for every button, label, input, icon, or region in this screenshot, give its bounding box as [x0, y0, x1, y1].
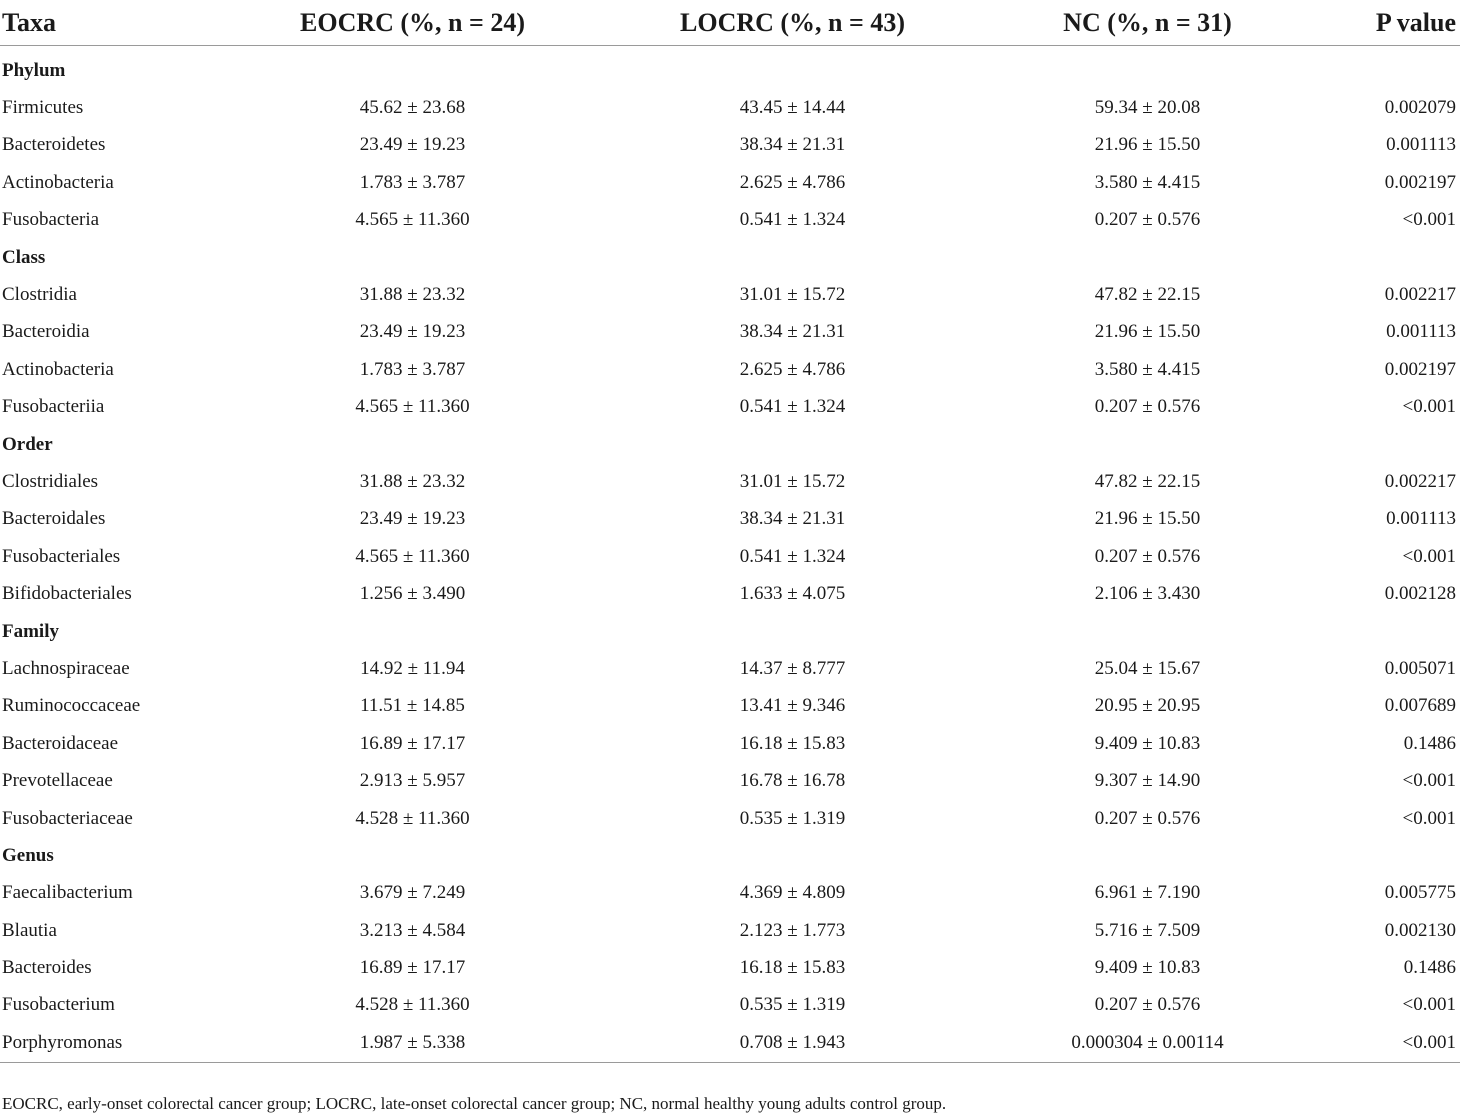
table-row [0, 202, 1460, 239]
taxon-name: Fusobacteriia [2, 396, 105, 418]
nc-value: 0.000304 ± 0.00114 [975, 1024, 1320, 1062]
eocrc-value: 1.783 ± 3.787 [359, 358, 466, 380]
p-value: 0.007689 [1384, 695, 1456, 717]
p-value: 0.002130 [1384, 919, 1456, 941]
table-footnote: EOCRC, early-onset colorectal cancer group; LOCRC, late-onset colorectal cancer group; NC, normal healthy young adults control group. [2, 1094, 947, 1113]
taxon-name: Actinobacteria [2, 358, 114, 380]
eocrc-value: 4.528 ± 11.360 [355, 807, 470, 829]
table-row [0, 501, 1460, 538]
p-value: 0.005071 [1384, 657, 1456, 679]
nc-value: 0.207 ± 0.576 [1094, 209, 1201, 231]
taxon-name: Fusobacteriales [2, 545, 121, 567]
header-nc: NC (%, n = 31) [1063, 7, 1232, 37]
locrc-value: 2.123 ± 1.773 [739, 919, 846, 941]
locrc-value: 16.18 ± 15.83 [739, 957, 846, 979]
nc-value: 0.207 ± 0.576 [1094, 807, 1201, 829]
nc-value: 5.716 ± 7.509 [1094, 919, 1201, 941]
p-value: 0.005775 [1384, 882, 1456, 904]
p-value: 0.001113 [1386, 321, 1456, 343]
locrc-value: 0.541 ± 1.324 [739, 209, 846, 231]
eocrc-value: 31.88 ± 23.32 [359, 470, 466, 492]
p-value: 0.002197 [1384, 171, 1456, 193]
p-value: <0.001 [1402, 545, 1456, 567]
section-label: Phylum [2, 59, 66, 81]
nc-value: 3.580 ± 4.415 [1094, 171, 1201, 193]
eocrc-value: 3.213 ± 4.584 [359, 919, 466, 941]
table-row [0, 1024, 1460, 1062]
table-body [0, 46, 1460, 1063]
nc-value: 9.409 ± 10.83 [1094, 732, 1201, 754]
p-value: <0.001 [1402, 396, 1456, 418]
locrc-value: 14.37 ± 8.777 [739, 657, 846, 679]
taxon-name: Bifidobacteriales [2, 583, 132, 605]
p-value: 0.002217 [1384, 470, 1456, 492]
table-row [0, 949, 1460, 986]
taxon-name: Fusobacteriaceae [2, 807, 133, 829]
table-row [0, 538, 1460, 575]
locrc-value: 0.541 ± 1.324 [739, 545, 846, 567]
eocrc-value: 23.49 ± 19.23 [359, 321, 466, 343]
taxon-name: Clostridiales [2, 470, 99, 492]
locrc-value: 0.535 ± 1.319 [739, 994, 846, 1016]
nc-value: 59.34 ± 20.08 [1094, 97, 1201, 119]
eocrc-value: 4.565 ± 11.360 [355, 396, 470, 418]
nc-value: 9.409 ± 10.83 [1094, 957, 1201, 979]
nc-value: 0.207 ± 0.576 [1094, 994, 1201, 1016]
nc-value: 21.96 ± 15.50 [1094, 508, 1201, 530]
taxon-name: Faecalibacterium [2, 882, 133, 904]
eocrc-value: 3.679 ± 7.249 [359, 882, 466, 904]
p-value: <0.001 [1402, 994, 1456, 1016]
nc-value: 21.96 ± 15.50 [1094, 134, 1201, 156]
section-row [0, 837, 1460, 874]
taxon-name: Blautia [2, 919, 57, 941]
locrc-value: 16.78 ± 16.78 [739, 770, 846, 792]
p-value: 0.001113 [1386, 134, 1456, 156]
section-row [0, 426, 1460, 463]
table-row [0, 89, 1460, 126]
eocrc-value: 11.51 ± 14.85 [360, 695, 465, 717]
table-row [0, 389, 1460, 426]
p-value: 0.002217 [1384, 284, 1456, 306]
locrc-value: 31.01 ± 15.72 [739, 284, 846, 306]
taxon-name: Bacteroidetes [2, 134, 106, 156]
section-label: Genus [2, 844, 54, 866]
locrc-value: 2.625 ± 4.786 [739, 358, 846, 380]
eocrc-value: 31.88 ± 23.32 [359, 284, 466, 306]
table-row [0, 127, 1460, 164]
eocrc-value: 1.987 ± 5.338 [215, 1024, 610, 1062]
locrc-value: 31.01 ± 15.72 [739, 470, 846, 492]
eocrc-value: 4.565 ± 11.360 [355, 545, 470, 567]
table-row [0, 276, 1460, 313]
nc-value: 21.96 ± 15.50 [1094, 321, 1201, 343]
table-row [0, 800, 1460, 837]
table-row [0, 688, 1460, 725]
nc-value: 0.207 ± 0.576 [1094, 545, 1201, 567]
eocrc-value: 4.565 ± 11.360 [355, 209, 470, 231]
p-value: 0.002197 [1384, 358, 1456, 380]
locrc-value: 0.535 ± 1.319 [739, 807, 846, 829]
header-row [0, 0, 1460, 46]
section-row [0, 46, 1460, 90]
section-label: Family [2, 620, 59, 642]
nc-value: 6.961 ± 7.190 [1094, 882, 1201, 904]
nc-value: 2.106 ± 3.430 [1094, 583, 1201, 605]
taxon-name: Clostridia [2, 284, 77, 306]
nc-value: 9.307 ± 14.90 [1094, 770, 1201, 792]
table-row [0, 575, 1460, 612]
eocrc-value: 14.92 ± 11.94 [360, 657, 465, 679]
p-value: <0.001 [1402, 209, 1456, 231]
nc-value: 20.95 ± 20.95 [1094, 695, 1201, 717]
table-row [0, 725, 1460, 762]
taxon-name: Bacteroidales [2, 508, 106, 530]
p-value: 0.002079 [1384, 97, 1456, 119]
locrc-value: 43.45 ± 14.44 [739, 97, 846, 119]
p-value: 0.001113 [1386, 508, 1456, 530]
nc-value: 47.82 ± 22.15 [1094, 284, 1201, 306]
table-row [0, 987, 1460, 1024]
table-row [0, 351, 1460, 388]
locrc-value: 0.708 ± 1.943 [610, 1024, 975, 1062]
nc-value: 3.580 ± 4.415 [1094, 358, 1201, 380]
taxon-name: Bacteroidaceae [2, 732, 119, 754]
eocrc-value: 1.256 ± 3.490 [359, 583, 466, 605]
table-row [0, 762, 1460, 799]
locrc-value: 2.625 ± 4.786 [739, 171, 846, 193]
taxon-name: Fusobacteria [2, 209, 100, 231]
section-row [0, 613, 1460, 650]
taxon-name: Fusobacterium [2, 994, 115, 1016]
table-row [0, 314, 1460, 351]
p-value: 0.1486 [1403, 957, 1456, 979]
p-value: <0.001 [1402, 807, 1456, 829]
eocrc-value: 16.89 ± 17.17 [359, 732, 466, 754]
table-row [0, 164, 1460, 201]
locrc-value: 38.34 ± 21.31 [739, 321, 846, 343]
taxon-name: Bacteroides [2, 957, 92, 979]
taxon-name: Firmicutes [2, 97, 84, 119]
header-locrc: LOCRC (%, n = 43) [680, 7, 905, 37]
section-row [0, 239, 1460, 276]
section-label: Order [2, 433, 53, 455]
locrc-value: 0.541 ± 1.324 [739, 396, 846, 418]
p-value: 0.002128 [1384, 583, 1456, 605]
locrc-value: 38.34 ± 21.31 [739, 134, 846, 156]
taxon-name: Actinobacteria [2, 171, 114, 193]
eocrc-value: 23.49 ± 19.23 [359, 508, 466, 530]
p-value: <0.001 [1320, 1024, 1460, 1062]
locrc-value: 38.34 ± 21.31 [739, 508, 846, 530]
header-taxa: Taxa [2, 7, 56, 37]
locrc-value: 1.633 ± 4.075 [739, 583, 846, 605]
taxon-name: Lachnospiraceae [2, 657, 130, 679]
nc-value: 47.82 ± 22.15 [1094, 470, 1201, 492]
locrc-value: 13.41 ± 9.346 [739, 695, 846, 717]
table-row [0, 875, 1460, 912]
locrc-value: 16.18 ± 15.83 [739, 732, 846, 754]
eocrc-value: 2.913 ± 5.957 [359, 770, 466, 792]
taxon-name: Prevotellaceae [2, 770, 113, 792]
taxon-name: Bacteroidia [2, 321, 90, 343]
table-row [0, 463, 1460, 500]
nc-value: 25.04 ± 15.67 [1094, 657, 1201, 679]
nc-value: 0.207 ± 0.576 [1094, 396, 1201, 418]
header-eocrc: EOCRC (%, n = 24) [300, 7, 525, 37]
locrc-value: 4.369 ± 4.809 [739, 882, 846, 904]
eocrc-value: 16.89 ± 17.17 [359, 957, 466, 979]
taxon-name: Ruminococcaceae [2, 695, 141, 717]
p-value: 0.1486 [1403, 732, 1456, 754]
table-row [0, 650, 1460, 687]
header-p-value: P value [1375, 7, 1456, 37]
p-value: <0.001 [1402, 770, 1456, 792]
eocrc-value: 45.62 ± 23.68 [359, 97, 466, 119]
taxon-name: Porphyromonas [0, 1024, 215, 1062]
section-label: Class [2, 246, 46, 268]
table-row [0, 912, 1460, 949]
eocrc-value: 1.783 ± 3.787 [359, 171, 466, 193]
eocrc-value: 4.528 ± 11.360 [355, 994, 470, 1016]
eocrc-value: 23.49 ± 19.23 [359, 134, 466, 156]
